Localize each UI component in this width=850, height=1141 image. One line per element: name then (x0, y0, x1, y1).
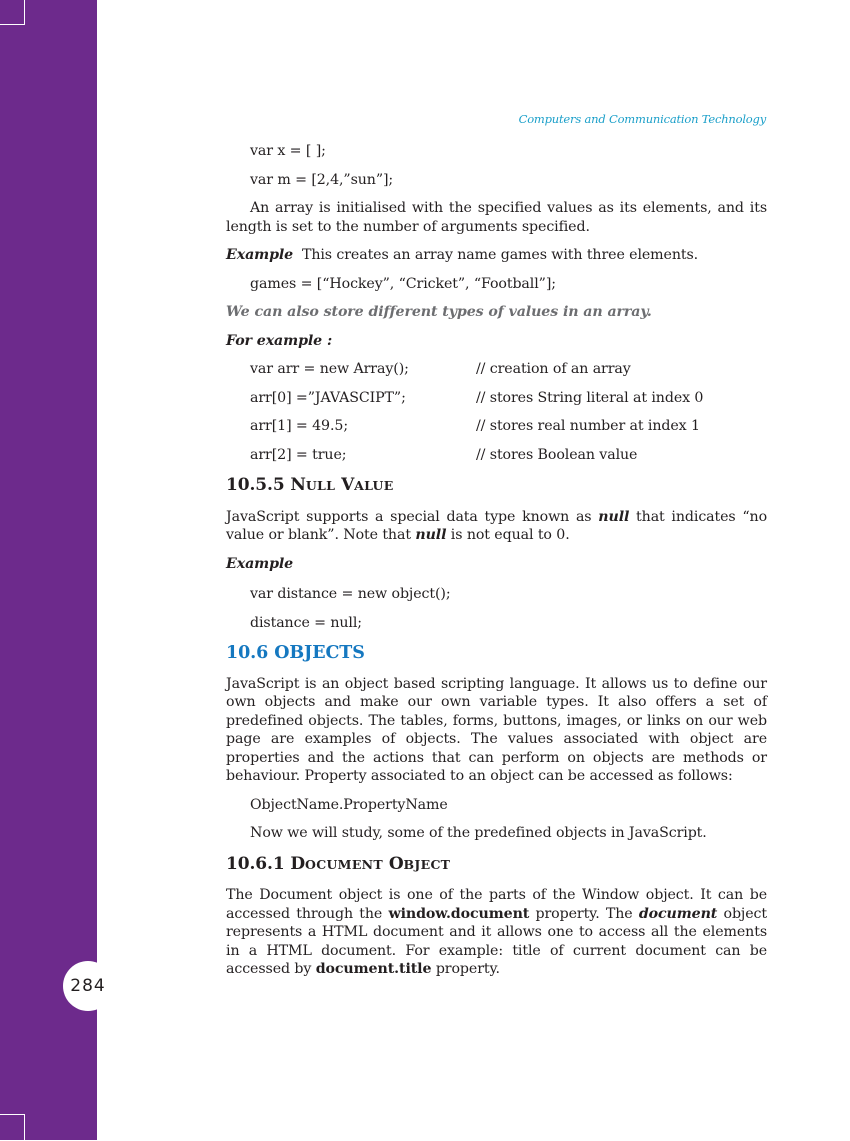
code-row (226, 389, 767, 408)
paragraph: Now we will study, some of the predefined objects in JavaScript. (250, 825, 707, 841)
code-line: distance = null; (250, 614, 362, 631)
section-heading-document-object: 10.6.1 DOCUMENT OBJECT (226, 853, 451, 874)
comment-cell: // stores real number at index 1 (476, 418, 700, 434)
example-line (226, 246, 767, 265)
code-row (226, 446, 767, 465)
crop-mark-top (0, 0, 25, 25)
running-head: Computers and Communication Technology (518, 112, 766, 126)
comment-cell: // stores String literal at index 0 (476, 389, 704, 406)
paragraph: The Document object is one of the parts of the Window object. It can be accessed through the window.document property. The document object represents a HTML document and it allows one to access all the elements in a HTML document. For example: title of current document can be accessed by document.title property. (226, 887, 767, 977)
code-cell: arr[1] = 49.5; (250, 418, 348, 434)
note-line: We can also store different types of values in an array. (226, 304, 652, 320)
code-table (226, 360, 767, 464)
paragraph: JavaScript is an object based scripting language. It allows us to define our own objects and make our own variable types. It also offers a set of predefined objects. The tables, forms, buttons, images, or links on our web page are examples of objects. The values associated with object are properties and the actions that can perform on objects are methods or behaviour. Property associated to an object can be accessed as follows: (226, 675, 767, 784)
example-label: Example (226, 555, 294, 572)
code-row (226, 360, 767, 379)
page-number: 284 (63, 961, 113, 1011)
example-label: Example (226, 247, 294, 263)
section-heading-null-value: 10.5.5 NULL VALUE (226, 475, 394, 495)
code-line: games = [“Hockey”, “Cricket”, “Football”]; (250, 275, 556, 292)
code-line: var m = [2,4,”sun”]; (250, 171, 394, 188)
example-text: This creates an array name games with three elements. (301, 247, 699, 263)
for-example-label: For example : (226, 332, 333, 349)
paragraph: An array is initialised with the specified values as its elements, and its length is set to the number of arguments specified. (226, 200, 767, 235)
code-line: var x = [ ]; (250, 143, 326, 159)
comment-cell: // creation of an array (476, 361, 631, 377)
code-cell: var arr = new Array(); (250, 361, 409, 377)
code-line: var distance = new object(); (250, 586, 451, 602)
code-row (226, 417, 767, 436)
crop-mark-bottom (0, 1114, 25, 1141)
code-cell: arr[2] = true; (250, 446, 347, 463)
code-cell: arr[0] =”JAVASCIPT”; (250, 389, 406, 406)
page-content (226, 142, 767, 979)
paragraph: JavaScript supports a special data type known as null that indicates “no value or blank”. Note that null is not equal to 0. (226, 508, 768, 543)
section-heading-objects: 10.6 OBJECTS (226, 643, 365, 663)
code-line: ObjectName.PropertyName (250, 796, 448, 813)
comment-cell: // stores Boolean value (476, 446, 638, 463)
